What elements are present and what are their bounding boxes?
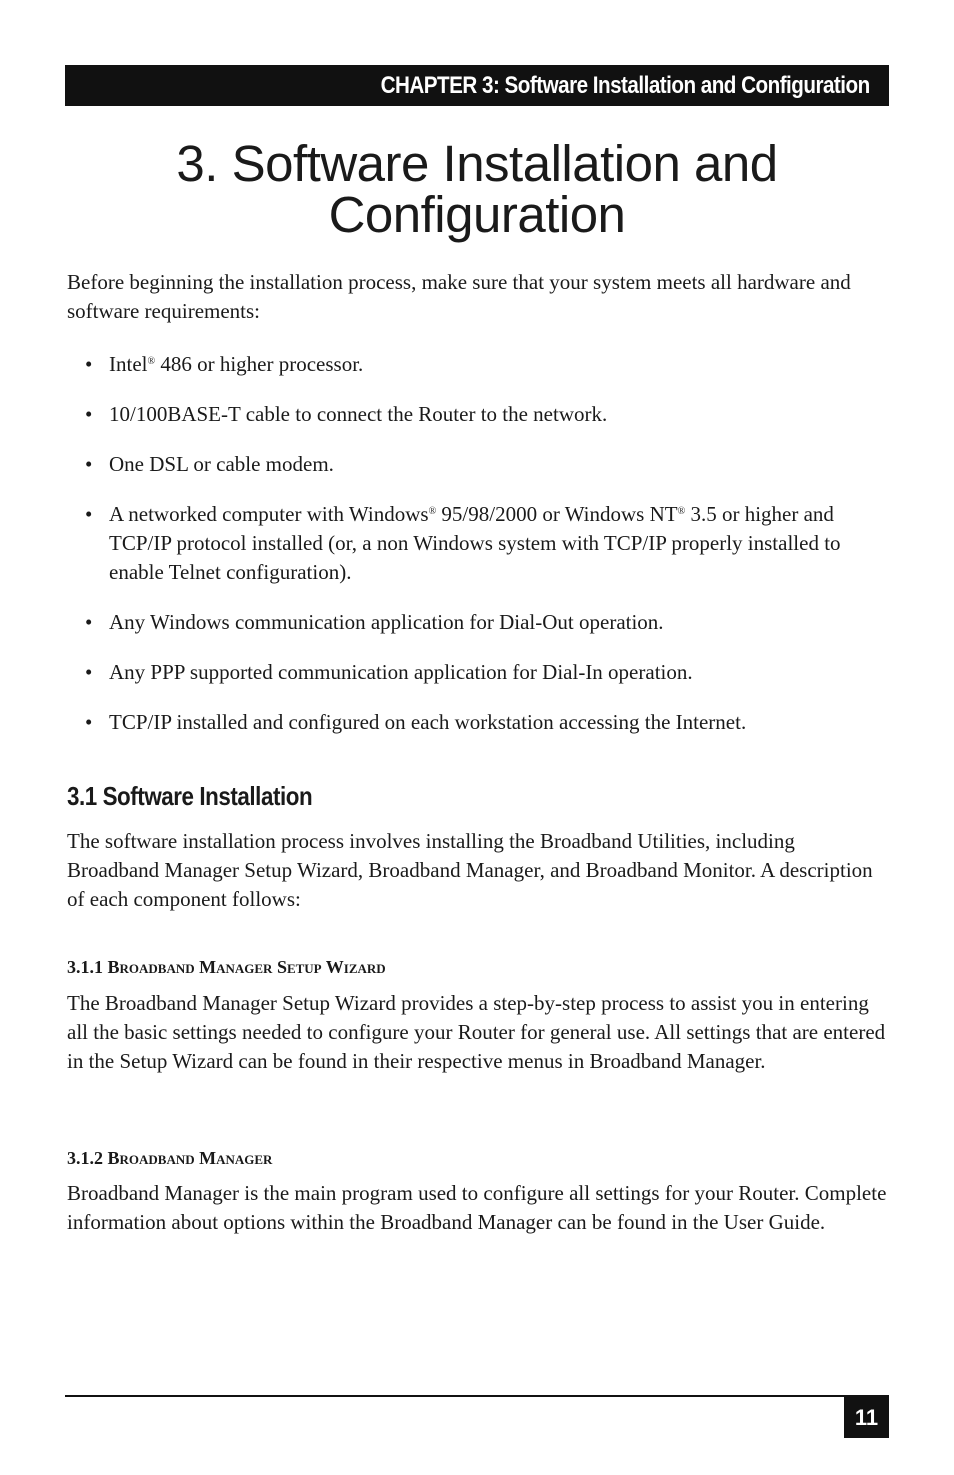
page-number: 11 bbox=[844, 1397, 889, 1438]
list-item: • Intel® 486 or higher processor. bbox=[67, 350, 889, 379]
footer-rule bbox=[65, 1395, 889, 1397]
intro-paragraph: Before beginning the installation process, make sure that your system meets all hardware and software requirements: bbox=[67, 270, 851, 323]
list-item: • One DSL or cable modem. bbox=[67, 450, 889, 479]
chapter-header-text: CHAPTER 3: Software Installation and Configuration bbox=[380, 71, 870, 99]
list-item: • TCP/IP installed and configured on each workstation accessing the Internet. bbox=[67, 708, 889, 737]
list-item: • 10/100BASE-T cable to connect the Router to the network. bbox=[67, 400, 889, 429]
requirements-list bbox=[67, 350, 889, 737]
section-heading-3-1-1: 3.1.1 Broadband Manager Setup Wizard bbox=[67, 957, 386, 977]
list-item: • Any PPP supported communication application for Dial-In operation. bbox=[67, 658, 889, 687]
page-title-line-1: 3. Software Installation and bbox=[176, 135, 778, 192]
section-3-1-1-paragraph: The Broadband Manager Setup Wizard provides a step-by-step process to assist you in entering all the basic settings needed to configure your Router for general use. All settings that are entered in the Setup Wizard can be found in their respective menus in Broadband Manager. bbox=[67, 991, 886, 1073]
section-heading-3-1: 3.1 Software Installation bbox=[67, 781, 313, 811]
chapter-header-bar bbox=[65, 65, 889, 106]
list-item: • Any Windows communication application for Dial-Out operation. bbox=[67, 608, 889, 637]
list-item: • A networked computer with Windows® 95/98/2000 or Windows NT® 3.5 or higher and TCP/IP protocol installed (or, a non Windows system with TCP/IP properly installed to enable Telnet configuration). bbox=[67, 500, 889, 587]
section-heading-3-1-2: 3.1.2 Broadband Manager bbox=[67, 1148, 273, 1168]
section-3-1-paragraph: The software installation process involves installing the Broadband Utilities, including Broadband Manager Setup Wizard, Broadband Manager, and Broadband Monitor. A description of each component follows: bbox=[67, 829, 873, 911]
page-title-line-2: Configuration bbox=[328, 186, 626, 243]
page-title bbox=[65, 135, 889, 243]
section-3-1-2-paragraph: Broadband Manager is the main program used to configure all settings for your Router. Complete information about options within the Broadband Manager can be found in the User Guide. bbox=[67, 1181, 887, 1234]
